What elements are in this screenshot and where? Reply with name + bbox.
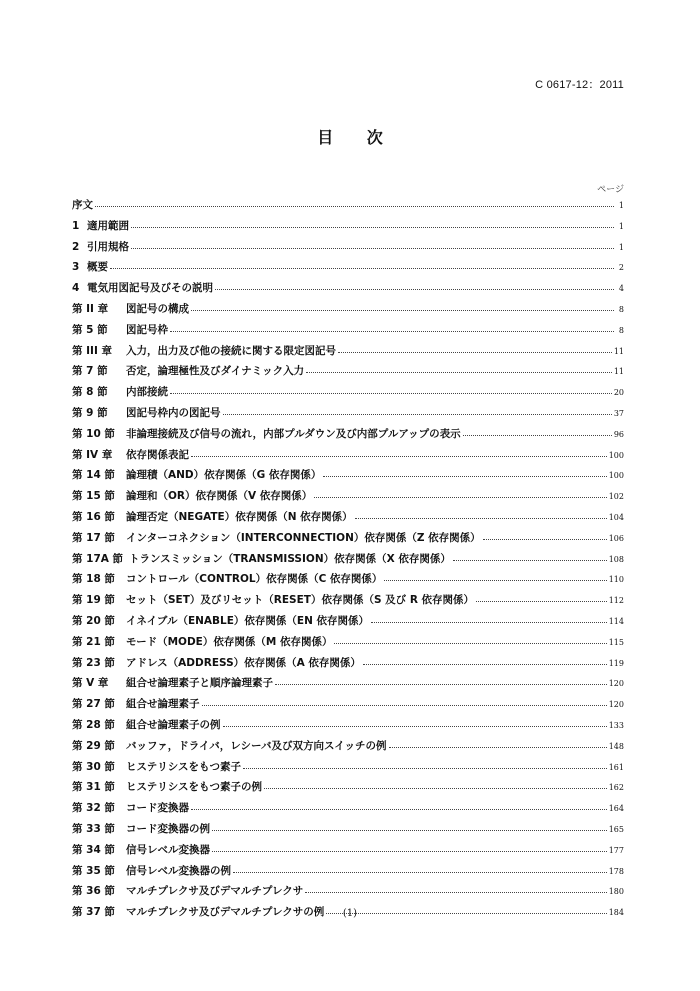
toc-entry[interactable] [72, 800, 624, 821]
toc-entry-page: 165 [608, 824, 624, 834]
toc-entry[interactable] [72, 197, 624, 218]
toc-entry-number: 第 35 節 [72, 864, 115, 877]
toc-entry-number: 第 29 節 [72, 739, 115, 752]
toc-entry[interactable] [72, 675, 624, 696]
toc-entry-title: 入力，出力及び他の接続に関する限定図記号 [126, 344, 336, 357]
toc-entry-number: 第 19 節 [72, 594, 115, 607]
toc-entry-page: 20 [613, 388, 624, 398]
toc-entry-title: インターコネクション（INTERCONNECTION）依存関係（Z 依存関係） [126, 531, 481, 544]
toc-entry-title: 否定，論理極性及びダイナミック入力 [126, 365, 305, 378]
toc-entry-page: 100 [608, 471, 624, 481]
toc-entry[interactable] [72, 655, 624, 676]
dot-leader [131, 247, 614, 249]
toc-entry-page: 133 [608, 720, 624, 730]
toc-entry[interactable] [72, 551, 624, 572]
dot-leader [323, 475, 606, 477]
toc-entry-title: ヒステリシスをもつ素子の例 [126, 781, 262, 794]
toc-entry-page: 115 [608, 637, 624, 647]
page-title: 目 次 [317, 128, 397, 147]
toc-entry-number: 第 II 章 [72, 302, 109, 315]
toc-entry-number: 第 III 章 [72, 344, 113, 357]
toc-entry-page: 161 [608, 762, 624, 772]
toc-entry-title: 論理否定（NEGATE）依存関係（N 依存関係） [126, 510, 353, 523]
dot-leader [202, 704, 607, 706]
toc-entry[interactable] [72, 883, 624, 904]
dot-leader [363, 663, 607, 665]
toc-entry-title: コントロール（CONTROL）依存関係（C 依存関係） [126, 573, 383, 586]
toc-entry-number: 第 15 節 [72, 490, 115, 503]
toc-entry[interactable] [72, 218, 624, 239]
toc-entry-page: 102 [608, 492, 624, 502]
toc-entry-title: 非論理接続及び信号の流れ，内部プルダウン及び内部プルアップの表示 [126, 427, 461, 440]
dot-leader [355, 517, 607, 519]
toc-entry-title: 組合せ論理素子と順序論理素子 [126, 677, 273, 690]
toc-entry-page: 106 [608, 533, 624, 543]
toc-entry-number: 3 [72, 261, 80, 274]
dot-leader [170, 392, 612, 394]
toc-entry[interactable] [72, 613, 624, 634]
dot-leader [191, 309, 614, 311]
page-number-footer: (1) [342, 908, 358, 919]
toc-entry-number: 第 18 節 [72, 573, 115, 586]
toc-entry-page: 178 [608, 866, 624, 876]
dot-leader [371, 621, 607, 623]
dot-leader [389, 746, 607, 748]
toc-entry-number: 第 9 節 [72, 406, 108, 419]
toc-entry-number: 第 5 節 [72, 323, 108, 336]
dot-leader [305, 891, 606, 893]
toc-entry-title: 引用規格 [87, 240, 129, 253]
toc-entry-title: 組合せ論理素子の例 [126, 718, 221, 731]
toc-entry-number: 第 20 節 [72, 614, 115, 627]
toc-entry-number: 第 32 節 [72, 802, 115, 815]
toc-entry-title: ヒステリシスをもつ素子 [126, 760, 241, 773]
toc-entry-page: 114 [608, 616, 624, 626]
toc-entry[interactable] [72, 509, 624, 530]
toc-entry-title: 図記号枠 [126, 323, 168, 336]
toc-entry-title: モード（MODE）依存関係（M 依存関係） [126, 635, 333, 648]
toc-entry-number: 第 23 節 [72, 656, 115, 669]
toc-entry-number: 第 30 節 [72, 760, 115, 773]
toc-entry-title: 組合せ論理素子 [126, 698, 200, 711]
toc-entry-number: 第 14 節 [72, 469, 115, 482]
toc-entry-page: 177 [608, 845, 624, 855]
toc-entry-title: バッファ，ドライバ，レシーバ及び双方向スイッチの例 [126, 739, 387, 752]
toc-entry-title: コード変換器の例 [126, 822, 210, 835]
toc-entry-page: 120 [608, 679, 624, 689]
dot-leader [453, 559, 607, 561]
toc-entry[interactable] [72, 239, 624, 260]
dot-leader [264, 787, 607, 789]
toc-entry-title: 論理積（AND）依存関係（G 依存関係） [126, 469, 322, 482]
toc-entry-title: セット（SET）及びリセット（RESET）依存関係（S 及び R 依存関係） [126, 594, 475, 607]
toc-entry-number: 第 17 節 [72, 531, 115, 544]
toc-entry[interactable] [72, 821, 624, 842]
toc-entry[interactable] [72, 717, 624, 738]
toc-entry-title: アドレス（ADDRESS）依存関係（A 依存関係） [126, 656, 361, 669]
dot-leader [384, 579, 606, 581]
toc-entry-number: 第 36 節 [72, 885, 115, 898]
toc-entry[interactable] [72, 696, 624, 717]
toc-entry[interactable] [72, 488, 624, 509]
document-code: C 0617-12：2011 [535, 79, 624, 91]
toc-entry-page: 184 [608, 908, 624, 918]
toc-entry-title: 図記号枠内の図記号 [126, 406, 221, 419]
toc-entry[interactable] [72, 592, 624, 613]
dot-leader [233, 871, 607, 873]
toc-entry-number: 第 21 節 [72, 635, 115, 648]
toc-entry-page: 11 [613, 367, 624, 377]
dot-leader [110, 267, 614, 269]
dot-leader [223, 725, 607, 727]
toc-entry-page: 164 [608, 804, 624, 814]
dot-leader [95, 205, 614, 207]
dot-leader [212, 850, 607, 852]
dot-leader [338, 351, 612, 353]
dot-leader [334, 642, 606, 644]
dot-leader [212, 829, 607, 831]
toc-entry-page: 96 [613, 429, 624, 439]
toc-entry-number: 第 28 節 [72, 718, 115, 731]
toc-entry[interactable] [72, 571, 624, 592]
toc-entry-page: 180 [608, 887, 624, 897]
toc-entry-number: 第 31 節 [72, 781, 115, 794]
dot-leader [170, 330, 614, 332]
toc-entry-number: 第 16 節 [72, 510, 115, 523]
toc-entry-number: 第 33 節 [72, 822, 115, 835]
toc-entry[interactable] [72, 779, 624, 800]
toc-entry-number: 第 7 節 [72, 365, 108, 378]
toc-entry-number: 1 [72, 219, 80, 232]
toc-entry[interactable] [72, 259, 624, 280]
toc-entry-title: 内部接続 [126, 386, 168, 399]
dot-leader [191, 808, 607, 810]
toc-entry-page: 2 [618, 263, 624, 273]
dot-leader [243, 767, 607, 769]
dot-leader [223, 413, 612, 415]
dot-leader [191, 455, 607, 457]
toc-entry-number: 第 V 章 [72, 677, 109, 690]
toc-entry[interactable] [72, 467, 624, 488]
toc-entry-number: 第 10 節 [72, 427, 115, 440]
toc-entry-page: 148 [608, 741, 624, 751]
dot-leader [215, 288, 614, 290]
toc-entry-page: 119 [608, 658, 624, 668]
toc-entry-page: 37 [613, 408, 624, 418]
toc-entry-page: 4 [618, 284, 624, 294]
toc-entry-title: イネイブル（ENABLE）依存関係（EN 依存関係） [126, 614, 370, 627]
toc-entry[interactable] [72, 322, 624, 343]
toc-entry-title: 適用範囲 [87, 219, 129, 232]
toc-entry-page: 112 [608, 596, 624, 606]
toc-entry[interactable] [72, 363, 624, 384]
toc-entry-title: トランスミッション（TRANSMISSION）依存関係（X 依存関係） [129, 552, 451, 565]
toc-entry[interactable] [72, 405, 624, 426]
toc-entry-title: マルチプレクサ及びデマルチプレクサ [126, 885, 304, 898]
toc-entry-page: 110 [608, 575, 624, 585]
toc-entry-page: 104 [608, 512, 624, 522]
toc-entry-title: 概要 [87, 261, 108, 274]
toc-entry-title: 依存関係表記 [126, 448, 189, 461]
toc-entry[interactable] [72, 343, 624, 364]
toc-entry-title: 電気用図記号及びその説明 [87, 282, 213, 295]
toc-entry-page: 120 [608, 700, 624, 710]
dot-leader [131, 226, 614, 228]
toc-entry[interactable] [72, 759, 624, 780]
toc-entry-title: 信号レベル変換器の例 [126, 864, 231, 877]
dot-leader [275, 683, 607, 685]
toc-entry-page: 1 [618, 242, 624, 252]
toc-entry[interactable] [72, 530, 624, 551]
toc-entry-title: 論理和（OR）依存関係（V 依存関係） [126, 490, 313, 503]
toc-entry-title: 序文 [72, 199, 93, 211]
toc-entry-page: 8 [618, 325, 624, 335]
toc-entry[interactable] [72, 280, 624, 301]
dot-leader [306, 371, 612, 373]
toc-entry-title: 信号レベル変換器 [126, 843, 210, 856]
toc-entry[interactable] [72, 842, 624, 863]
toc-entry-number: 第 34 節 [72, 843, 115, 856]
toc-entry-number: 第 IV 章 [72, 448, 113, 461]
toc-entry-number: 第 27 節 [72, 698, 115, 711]
toc-entry-number: 第 17A 節 [72, 552, 124, 565]
toc-entry[interactable] [72, 384, 624, 405]
toc-entry-number: 4 [72, 282, 80, 295]
toc-entry[interactable] [72, 863, 624, 884]
page-column-label: ページ [597, 185, 624, 195]
dot-leader [476, 600, 607, 602]
toc-entry-page: 162 [608, 783, 624, 793]
dot-leader [483, 538, 607, 540]
toc-entry-page: 11 [613, 346, 624, 356]
toc-entry[interactable] [72, 301, 624, 322]
toc-entry-title: コード変換器 [126, 802, 189, 815]
toc-entry-number: 第 8 節 [72, 386, 108, 399]
dot-leader [314, 496, 606, 498]
table-of-contents [72, 197, 624, 925]
toc-entry[interactable] [72, 426, 624, 447]
dot-leader [463, 434, 612, 436]
toc-entry[interactable] [72, 447, 624, 468]
toc-entry-page: 8 [618, 304, 624, 314]
toc-entry-page: 108 [608, 554, 624, 564]
toc-entry-title: マルチプレクサ及びデマルチプレクサの例 [126, 906, 325, 919]
toc-entry-page: 1 [618, 221, 624, 231]
toc-entry-number: 2 [72, 240, 80, 253]
toc-entry-title: 図記号の構成 [126, 302, 189, 315]
toc-entry[interactable] [72, 738, 624, 759]
toc-entry-number: 第 37 節 [72, 906, 115, 919]
toc-entry[interactable] [72, 634, 624, 655]
toc-entry-page: 100 [608, 450, 624, 460]
toc-entry-page: 1 [618, 201, 624, 210]
